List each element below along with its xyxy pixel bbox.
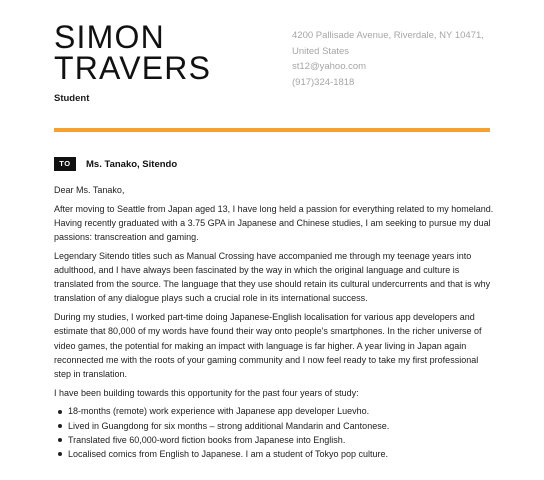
list-item: Translated five 60,000-word fiction books from Japanese into English. bbox=[54, 433, 496, 447]
name-last: TRAVERS bbox=[54, 50, 212, 86]
paragraph-2: Legendary Sitendo titles such as Manual Crossing have accompanied me through my teenage years into adulthood, and I have always been fascinated by the way in which the original language and culture is translated from the source. The language that they use should retain its cultural undercurrents and that is why translation of any dialogue plays such a crucial role in its international success. bbox=[54, 250, 491, 304]
accent-rule bbox=[54, 128, 490, 132]
recipient-name: Ms. Tanako, Sitendo bbox=[86, 158, 178, 170]
name-first: SIMON bbox=[54, 19, 165, 55]
address-line-1: 4200 Pallisade Avenue, Riverdale, NY 10471, bbox=[292, 30, 484, 41]
list-item: Lived in Guangdong for six months – strong additional Mandarin and Cantonese. bbox=[54, 419, 496, 433]
letter-body bbox=[54, 183, 496, 461]
salutation: Dear Ms. Tanako, bbox=[54, 185, 125, 195]
address-line-2: United States bbox=[292, 45, 350, 57]
to-badge: TO bbox=[54, 157, 76, 171]
list-item: Localised comics from English to Japanese. I am a student of Tokyo pop culture. bbox=[54, 447, 496, 461]
contact-block bbox=[292, 28, 484, 90]
paragraph-1: After moving to Seattle from Japan aged 13, I have long held a passion for everything related to my homeland. Having recently graduated with a 3.75 GPA in Japanese and Chinese studies, I am seeking to pursue my dual passions: transcreation and gaming. bbox=[54, 203, 494, 243]
candidate-name bbox=[54, 19, 212, 86]
paragraph-3: During my studies, I worked part-time doing Japanese-English localisation for various app developers and estimate that 80,000 of my words have found their way onto people's smartphones. In the richer universe of video games, the potential for making an impact with language is far higher. A year living in Japan again reconnected me with the roots of your gaming community and I now feel ready to take my first professional step in translation. bbox=[54, 312, 482, 379]
candidate-role: Student bbox=[54, 93, 90, 104]
bullet-list bbox=[54, 404, 496, 461]
list-item: 18-months (remote) work experience with Japanese app developer Luevho. bbox=[54, 404, 496, 418]
paragraph-4: I have been building towards this opportunity for the past four years of study: bbox=[54, 387, 359, 398]
phone: (917)324-1818 bbox=[292, 76, 355, 88]
recipient-row bbox=[54, 157, 177, 171]
email: st12@yahoo.com bbox=[292, 61, 367, 72]
